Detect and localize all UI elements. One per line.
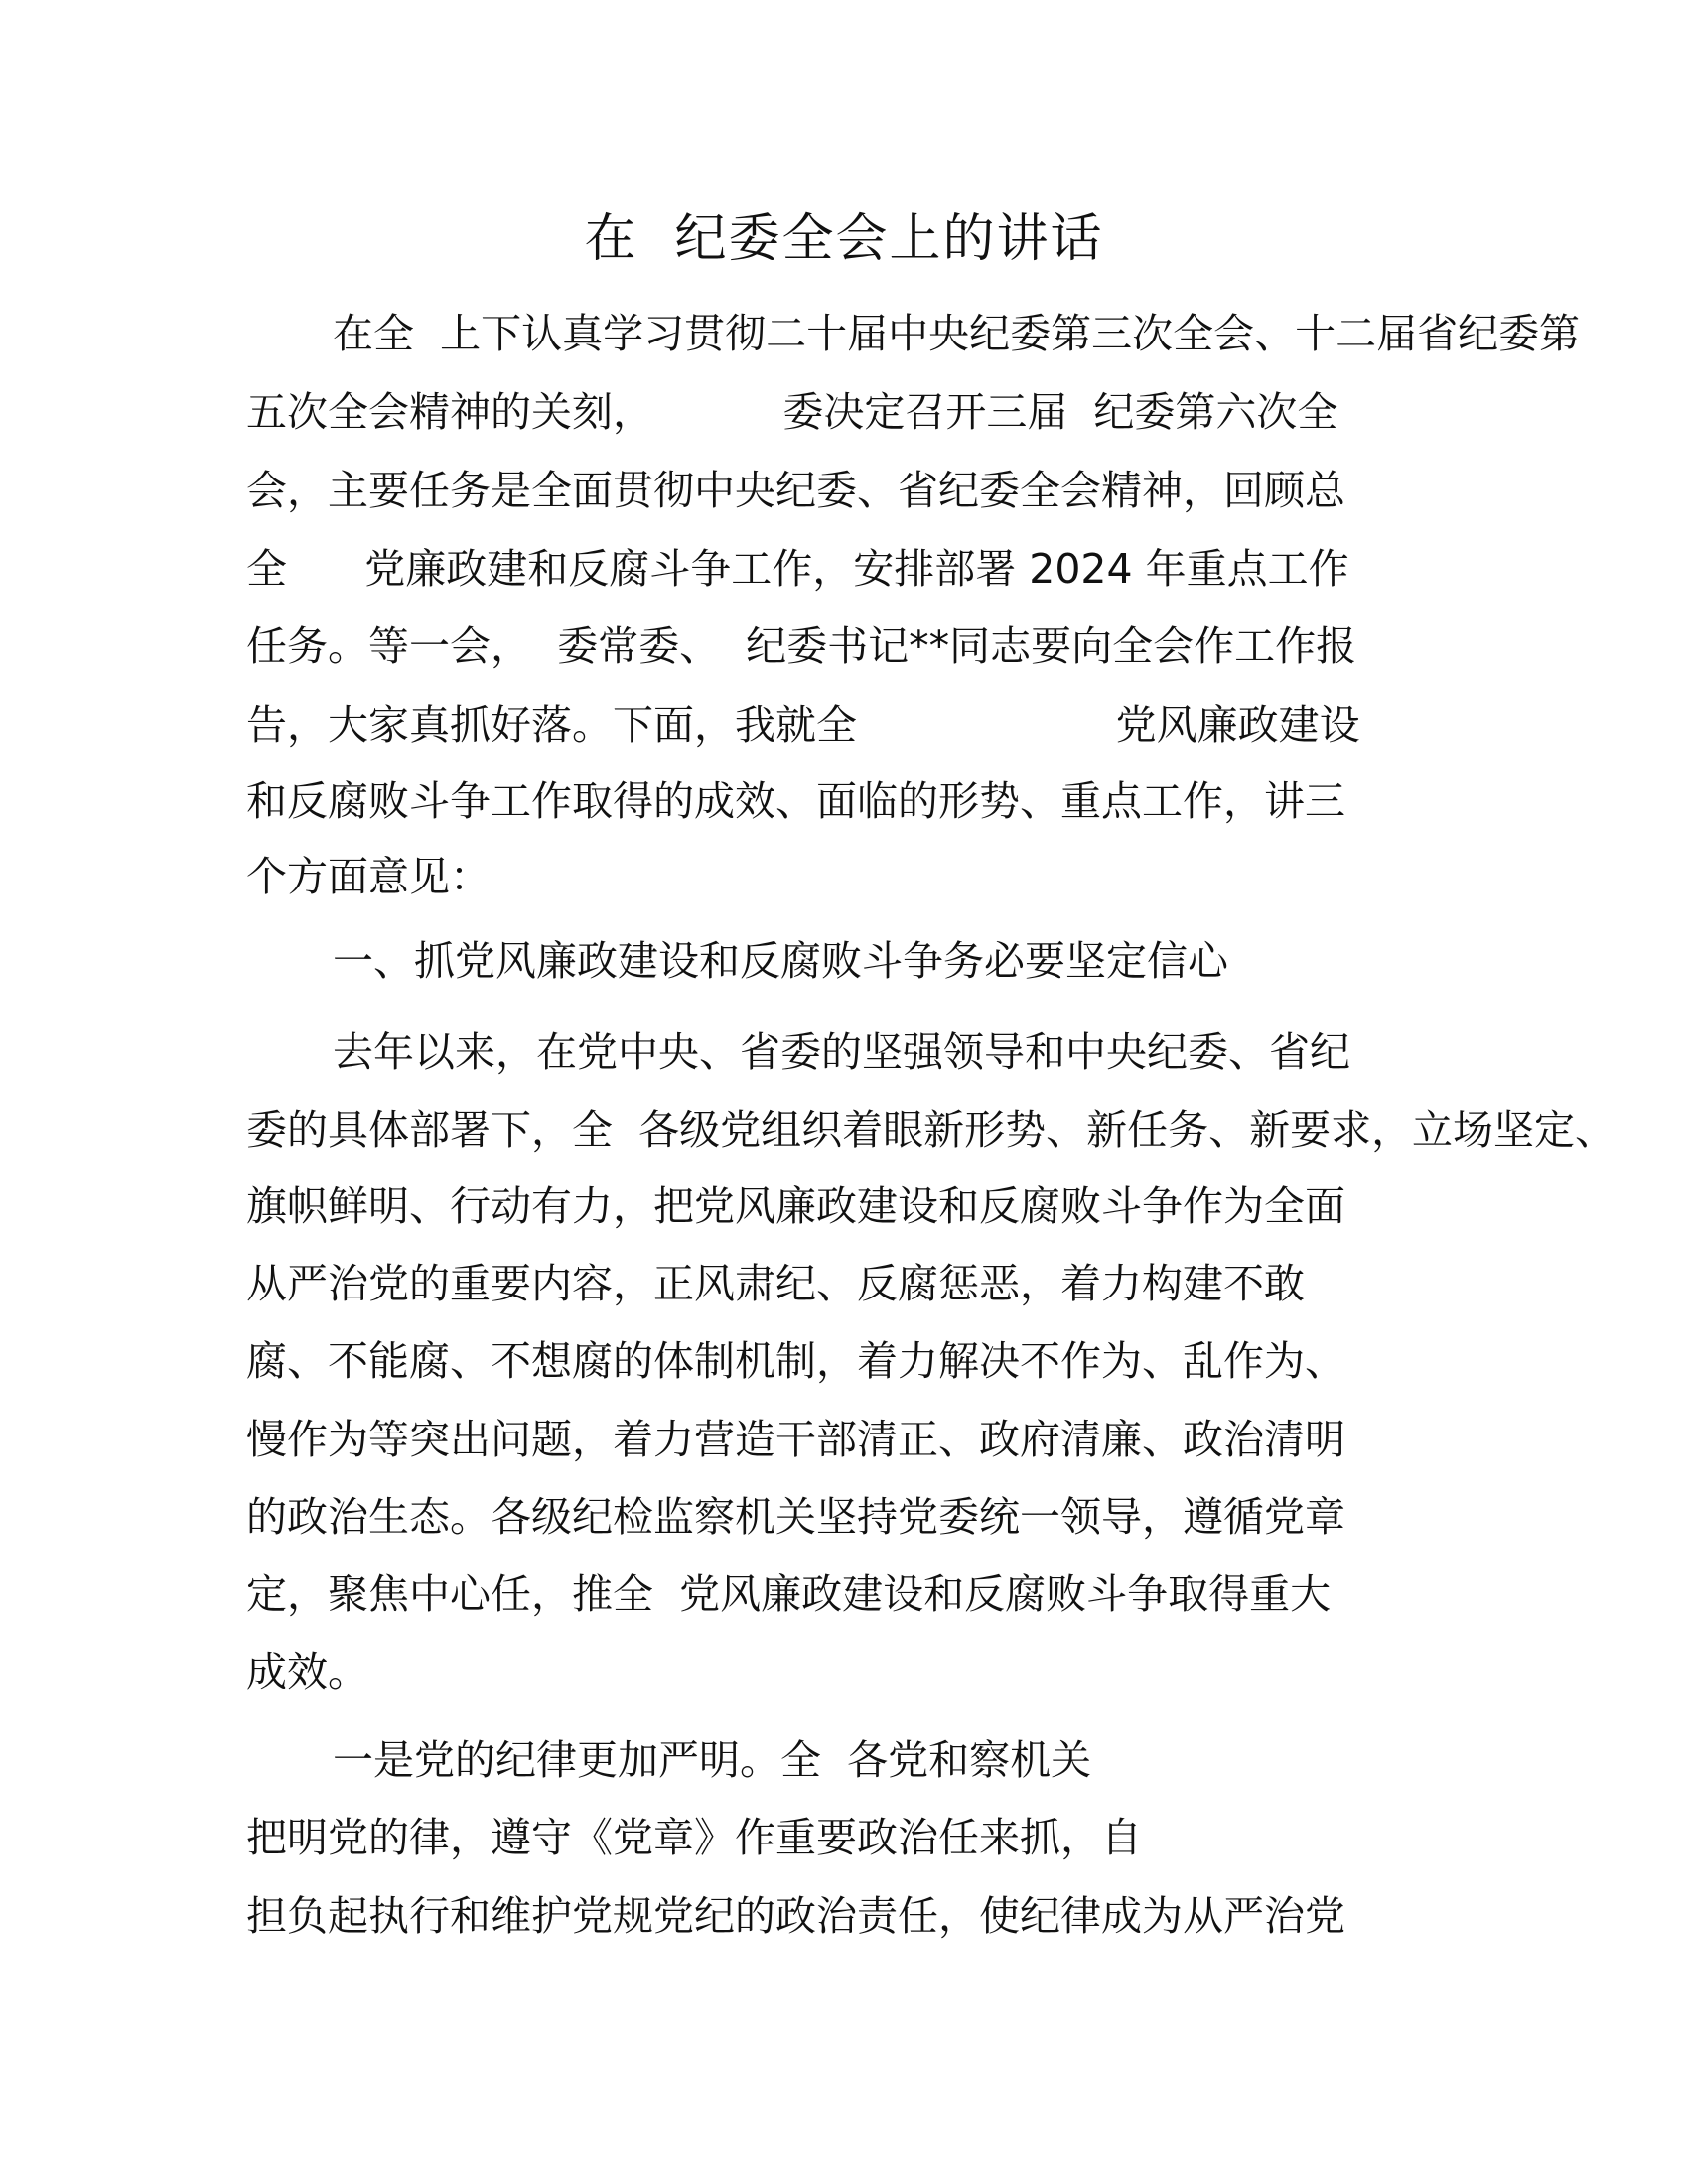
body-line: 会，主要任务是全面贯彻中央纪委、省纪委全会精神，回顾总	[246, 467, 1345, 514]
body-line: 任务。等一会， 委常委、 纪委书记**同志要向全会作工作报	[246, 622, 1357, 670]
body-line: 去年以来，在党中央、省委的坚强领导和中央纪委、省纪	[333, 1028, 1350, 1076]
body-line: 一是党的纪律更加严明。全 各党和察机关	[333, 1736, 1092, 1784]
body-line: 委的具体部署下，全 各级党组织着眼新形势、新任务、新要求，立场坚定、	[246, 1106, 1617, 1154]
body-line: 在全 上下认真学习贯彻二十届中央纪委第三次全会、十二届省纪委第	[333, 310, 1581, 357]
body-line: 的政治生态。各级纪检监察机关坚持党委统一领导，遵循党章	[246, 1493, 1345, 1541]
body-line: 全 党廉政建和反腐斗争工作，安排部署 2024 年重点工作	[246, 545, 1349, 593]
section-heading: 一、抓党风廉政建设和反腐败斗争务必要坚定信心	[333, 937, 1228, 985]
body-line: 成效。	[246, 1648, 368, 1696]
body-line: 个方面意见：	[246, 853, 491, 900]
body-line: 五次全会精神的关刻， 委决定召开三届 纪委第六次全	[246, 388, 1338, 436]
body-line: 慢作为等突出问题，着力营造干部清正、政府清廉、政治清明	[246, 1416, 1345, 1463]
body-line: 从严治党的重要内容，正风肃纪、反腐惩恶，着力构建不敢	[246, 1260, 1305, 1307]
body-line: 和反腐败斗争工作取得的成效、面临的形势、重点工作，讲三	[246, 777, 1345, 825]
page-title: 在 纪委全会上的讲话	[584, 209, 1104, 269]
body-line: 告，大家真抓好落。下面，我就全 党风廉政建设	[246, 701, 1360, 749]
body-line: 担负起执行和维护党规党纪的政治责任，使纪律成为从严治党	[246, 1892, 1345, 1940]
body-line: 腐、不能腐、不想腐的体制机制，着力解决不作为、乱作为、	[246, 1337, 1345, 1385]
body-line: 定，聚焦中心任，推全 党风廉政建设和反腐败斗争取得重大	[246, 1570, 1332, 1618]
body-line: 把明党的律，遵守《党章》作重要政治任来抓，自	[246, 1814, 1142, 1861]
body-line: 旗帜鲜明、行动有力，把党风廉政建设和反腐败斗争作为全面	[246, 1182, 1345, 1230]
